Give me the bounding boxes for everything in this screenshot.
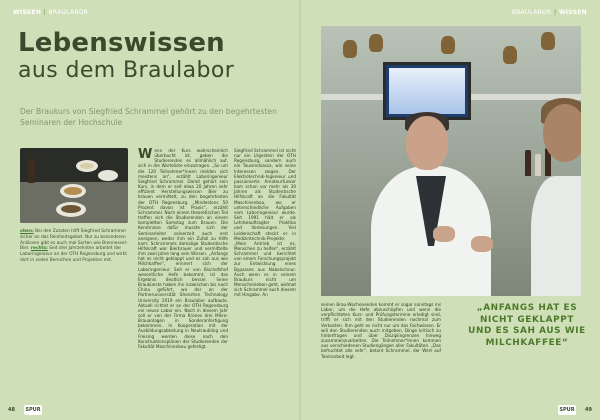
monitor-screen (389, 68, 465, 114)
subsection-label: BRAULABOR (48, 9, 89, 16)
hop-plant (503, 46, 517, 64)
caption-text-above: Bei den Zutaten hilft Siegfried Schrammel sicher an das Reinheitsgebot. Nur zu besonderen Anlässen gibt es auch mal Sorten wie Brennessel-Bier. (20, 229, 128, 252)
caption-lead-right: rechts: (30, 246, 48, 252)
title-line-2: aus dem Braulabor (18, 58, 235, 83)
person-face (406, 116, 448, 170)
grain (64, 187, 82, 195)
grain (61, 205, 81, 213)
magazine-logo: SPUR (559, 407, 575, 413)
body-column-1 (138, 148, 228, 349)
separator: | (553, 9, 557, 16)
pull-quote: „ANFANGS HAT ES NICHT GEKLAPPT UND ES SAH AUS WIE MILCHKAFFEE“ (468, 303, 586, 348)
ingredients-photo (20, 148, 128, 223)
article-title (18, 30, 288, 82)
page-number-right: 49 (585, 407, 592, 413)
separator: | (43, 9, 47, 16)
hop-plant (369, 34, 383, 52)
main-photo (321, 26, 581, 296)
hop-plant (343, 40, 357, 58)
magazine-logo: SPUR (25, 407, 41, 413)
bottle (535, 154, 541, 176)
section-header-right (512, 9, 587, 16)
body-text: enn der Kurs wahrscheinlich überbucht ist, geben die Studierenden es allmählich auf, sich in die Warteliste einzutragen. „So um die 120 Teilnehmer*innen melden sich meistens an“, erzählt Laboringenieur Siegfried Schrammel. Damit gehört sein Kurs, in dem er seit etwa 20 Jahren sehr effizient Herstellungswissen Bier zu brauen vermittelt, zu den begehrtesten der OTH Regensburg. „Mindestens 50 Prozent davon ist Praxis“, erzählt Schrammel. Nach einem theoretischen Teil treffen sich die Studierenden an einem kompletten Samstag zum Brauen. Die Kenntnisse dafür musste sich der Seminarleiter seinerzeit auch erst aneignen, weder ihm ein Zufall zu Hilfe kam: Schrammels damalige Studentische Hilfskraft war Bierbrauer und vermittelte ihm zwei Jahre lang sein Wissen. „Anfangs hat es nicht geklappt und es sah aus wie Milchkaffee“, erinnert sich der Laboringenieur. Seit er von Bischofshof wesentliche Hefe bekommt, ist das Ergebnis deutlich besser. Seine Braukünste haben ihn inzwischen bis nach China geführt, wo der an der Partneruniversität Shenzhen Technology University 2019 ein Braulabor aufbaute. Aktuell richtet er an der OTH Regensburg ein neues Labor ein. Noch in diesem Jahr soll er von der Firma Krones drei Mikro-Brauanlagen in Sonderanfertigung bekommen. In Kooperation mit der Ausbildungsabteilung in Neutraubling und Freising werden diese nach den Konstruktionsplänen der Studierenden der Fakultät Maschinenbau gefertigt. (138, 148, 228, 349)
photo-caption (20, 229, 130, 264)
drop-cap: W (138, 147, 153, 162)
hand (471, 236, 493, 252)
bottle (525, 150, 531, 176)
bowl (98, 170, 118, 181)
page-gutter (299, 0, 301, 420)
article-subtitle: Der Braukurs von Siegfried Schrammel gehört zu den begehrtesten Seminaren der Hochschule (20, 107, 277, 127)
title-line-1: Lebenswissen (18, 28, 225, 58)
hand (433, 226, 455, 242)
section-label: WISSEN (558, 9, 587, 16)
caption-lead-above: oben: (20, 229, 34, 234)
body-text: seinen Brau-Wochenenden kommt er sogar sonntags ins Labor, um die Hefe abzuschöpfen und wenn die verpflichteten Kurs- und Prüfungstermine erledigt sind, trifft er sich mit den Studierenden nochmal zum Verkosten. Ihm geht es nicht nur um das Fachwissen. Er will den Studierenden auch mitgeben, Dinge kritisch zu hinterfragen und über Disziplingrenzen hinweg zusammenzuarbeiten. Die Teilnehmer*innen kommen aus verschiedenen Studiengängen aller Fakultäten. „Das befruchtet alle sehr“, betont Schrammel, der Wert auf Teamarbeit legt. (321, 302, 441, 359)
subsection-label: BRAULABOR (511, 9, 552, 16)
body-text: Siegfried Schrammel ist nicht nur ein Urgestein der OTH Regensburg, sondern auch ein Tausendsassa, wie seine Interessen zeigen. Der Elektrotechnik-Ingenieur und passionierte Amateurfunker kam schon vor mehr als 30 Jahren als Studentische Hilfskraft an die Fakultät Maschinenbau, wo er unterschiedliche Aufgaben vom Laboringenieur wurde. Seit 1991 hält er als Lehrbeauftragter Praktika und Vorlesungen. Viel Leidenschaft steckt er in Medizintechnik-Projekte: „Mein Antrieb ist es, Menschen zu helfen“, erzählt Schrammel und berichtet von einem Forschungsprojekt zur Entwicklung eines Bypasses aus Nabelschnur. Auch wenn es in seinem Braukurs nicht um Menschenleben geht, widmet sich Schrammel auch diesem mit Hingabe. An (234, 148, 296, 298)
section-label: WISSEN (13, 9, 42, 16)
hop-plant (541, 32, 555, 50)
beer-bottle (28, 158, 35, 183)
student-lab-coat (531, 176, 581, 296)
grain (80, 163, 94, 169)
page-number-left: 48 (8, 407, 15, 413)
caption-text-right: Seit drei Jahrzehnten arbeitet der Laboringenieur an der OTH Regensburg und wirkt dort in vielen Bereichen und Projekten mit. (20, 246, 127, 263)
section-header-left (13, 9, 88, 16)
body-column-2 (234, 148, 296, 298)
body-column-3 (321, 302, 441, 359)
hop-plant (441, 36, 455, 54)
student-head (543, 104, 581, 162)
